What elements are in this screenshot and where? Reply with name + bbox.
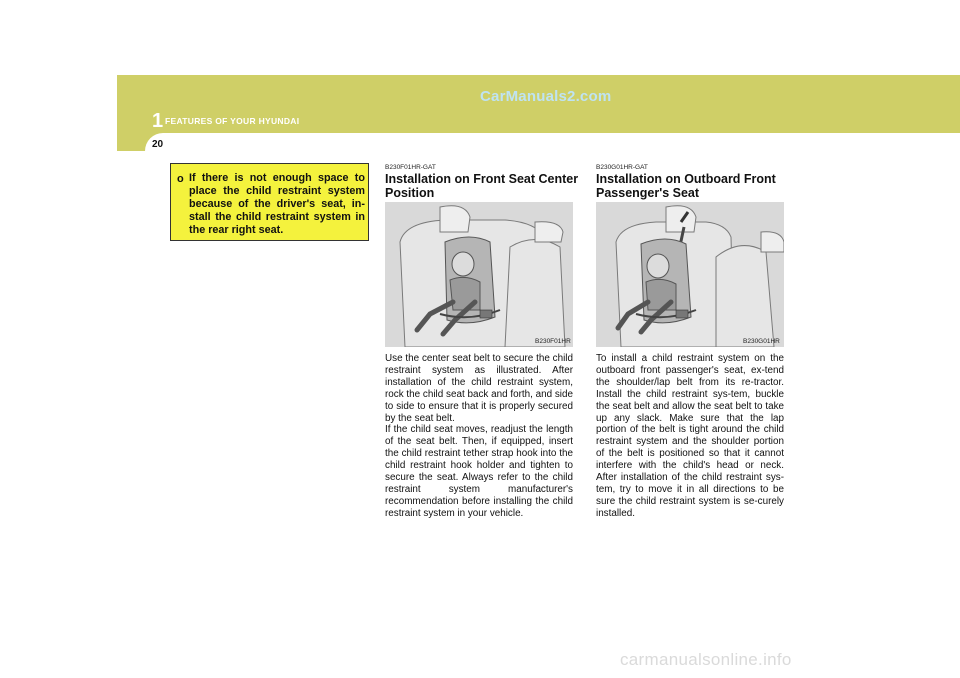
watermark-link[interactable]: CarManuals2.com — [480, 88, 612, 105]
figure-label: B230F01HR — [535, 338, 571, 345]
body-paragraph: If the child seat moves, readjust the length of the seat belt. Then, if equipped, insert the child restraint tether strap hook into the child restraint hook holder and tighten to secure the seat. Always refer to the child restraint system manufacturer's recommendation before installing the child restraint system in your vehicle. — [385, 424, 573, 519]
footer-watermark: carmanualsonline.info — [620, 650, 792, 669]
body-paragraph: Use the center seat belt to secure the child restraint system as illustrated. After installation of the child restraint system, rock the child seat back and forth, and side to side to ensure that it is properly secured by the seat belt. — [385, 353, 573, 424]
section-body — [385, 353, 573, 520]
section-code: B230F01HR-GAT — [385, 164, 436, 171]
figure-label: B230G01HR — [743, 338, 780, 345]
child-seat-center-illustration — [385, 202, 573, 347]
note-box — [170, 163, 369, 241]
section-code: B230G01HR-GAT — [596, 164, 648, 171]
header-corner-cutout — [145, 133, 960, 151]
note-text: If there is not enough space to place the child restraint system because of the driver's seat, in-stall the child restraint system in the rear right seat. — [189, 172, 365, 236]
note-bullet: o — [177, 173, 184, 185]
body-paragraph: To install a child restraint system on the outboard front passenger's seat, ex-tend the shoulder/lap belt from its re-tractor. Install the child restraint sys-tem, buckle the seat belt and allow the seat belt to take up any slack. Make sure that the lap portion of the belt is tight around the child restraint system and the shoulder portion of the belt is positioned so that it cannot interfere with the child's head or neck. After installation of the child restraint sys-tem, try to move it in all directions to be sure the child restraint system is se-curely installed. — [596, 353, 784, 519]
chapter-title: FEATURES OF YOUR HYUNDAI — [165, 116, 300, 126]
section-heading: Installation on Outboard Front Passenger's Seat — [596, 172, 776, 200]
section-heading: Installation on Front Seat Center Position — [385, 172, 579, 200]
child-seat-outboard-illustration — [596, 202, 784, 347]
section-body — [596, 353, 784, 520]
page-number: 20 — [152, 139, 164, 150]
chapter-number: 1 — [152, 110, 164, 132]
